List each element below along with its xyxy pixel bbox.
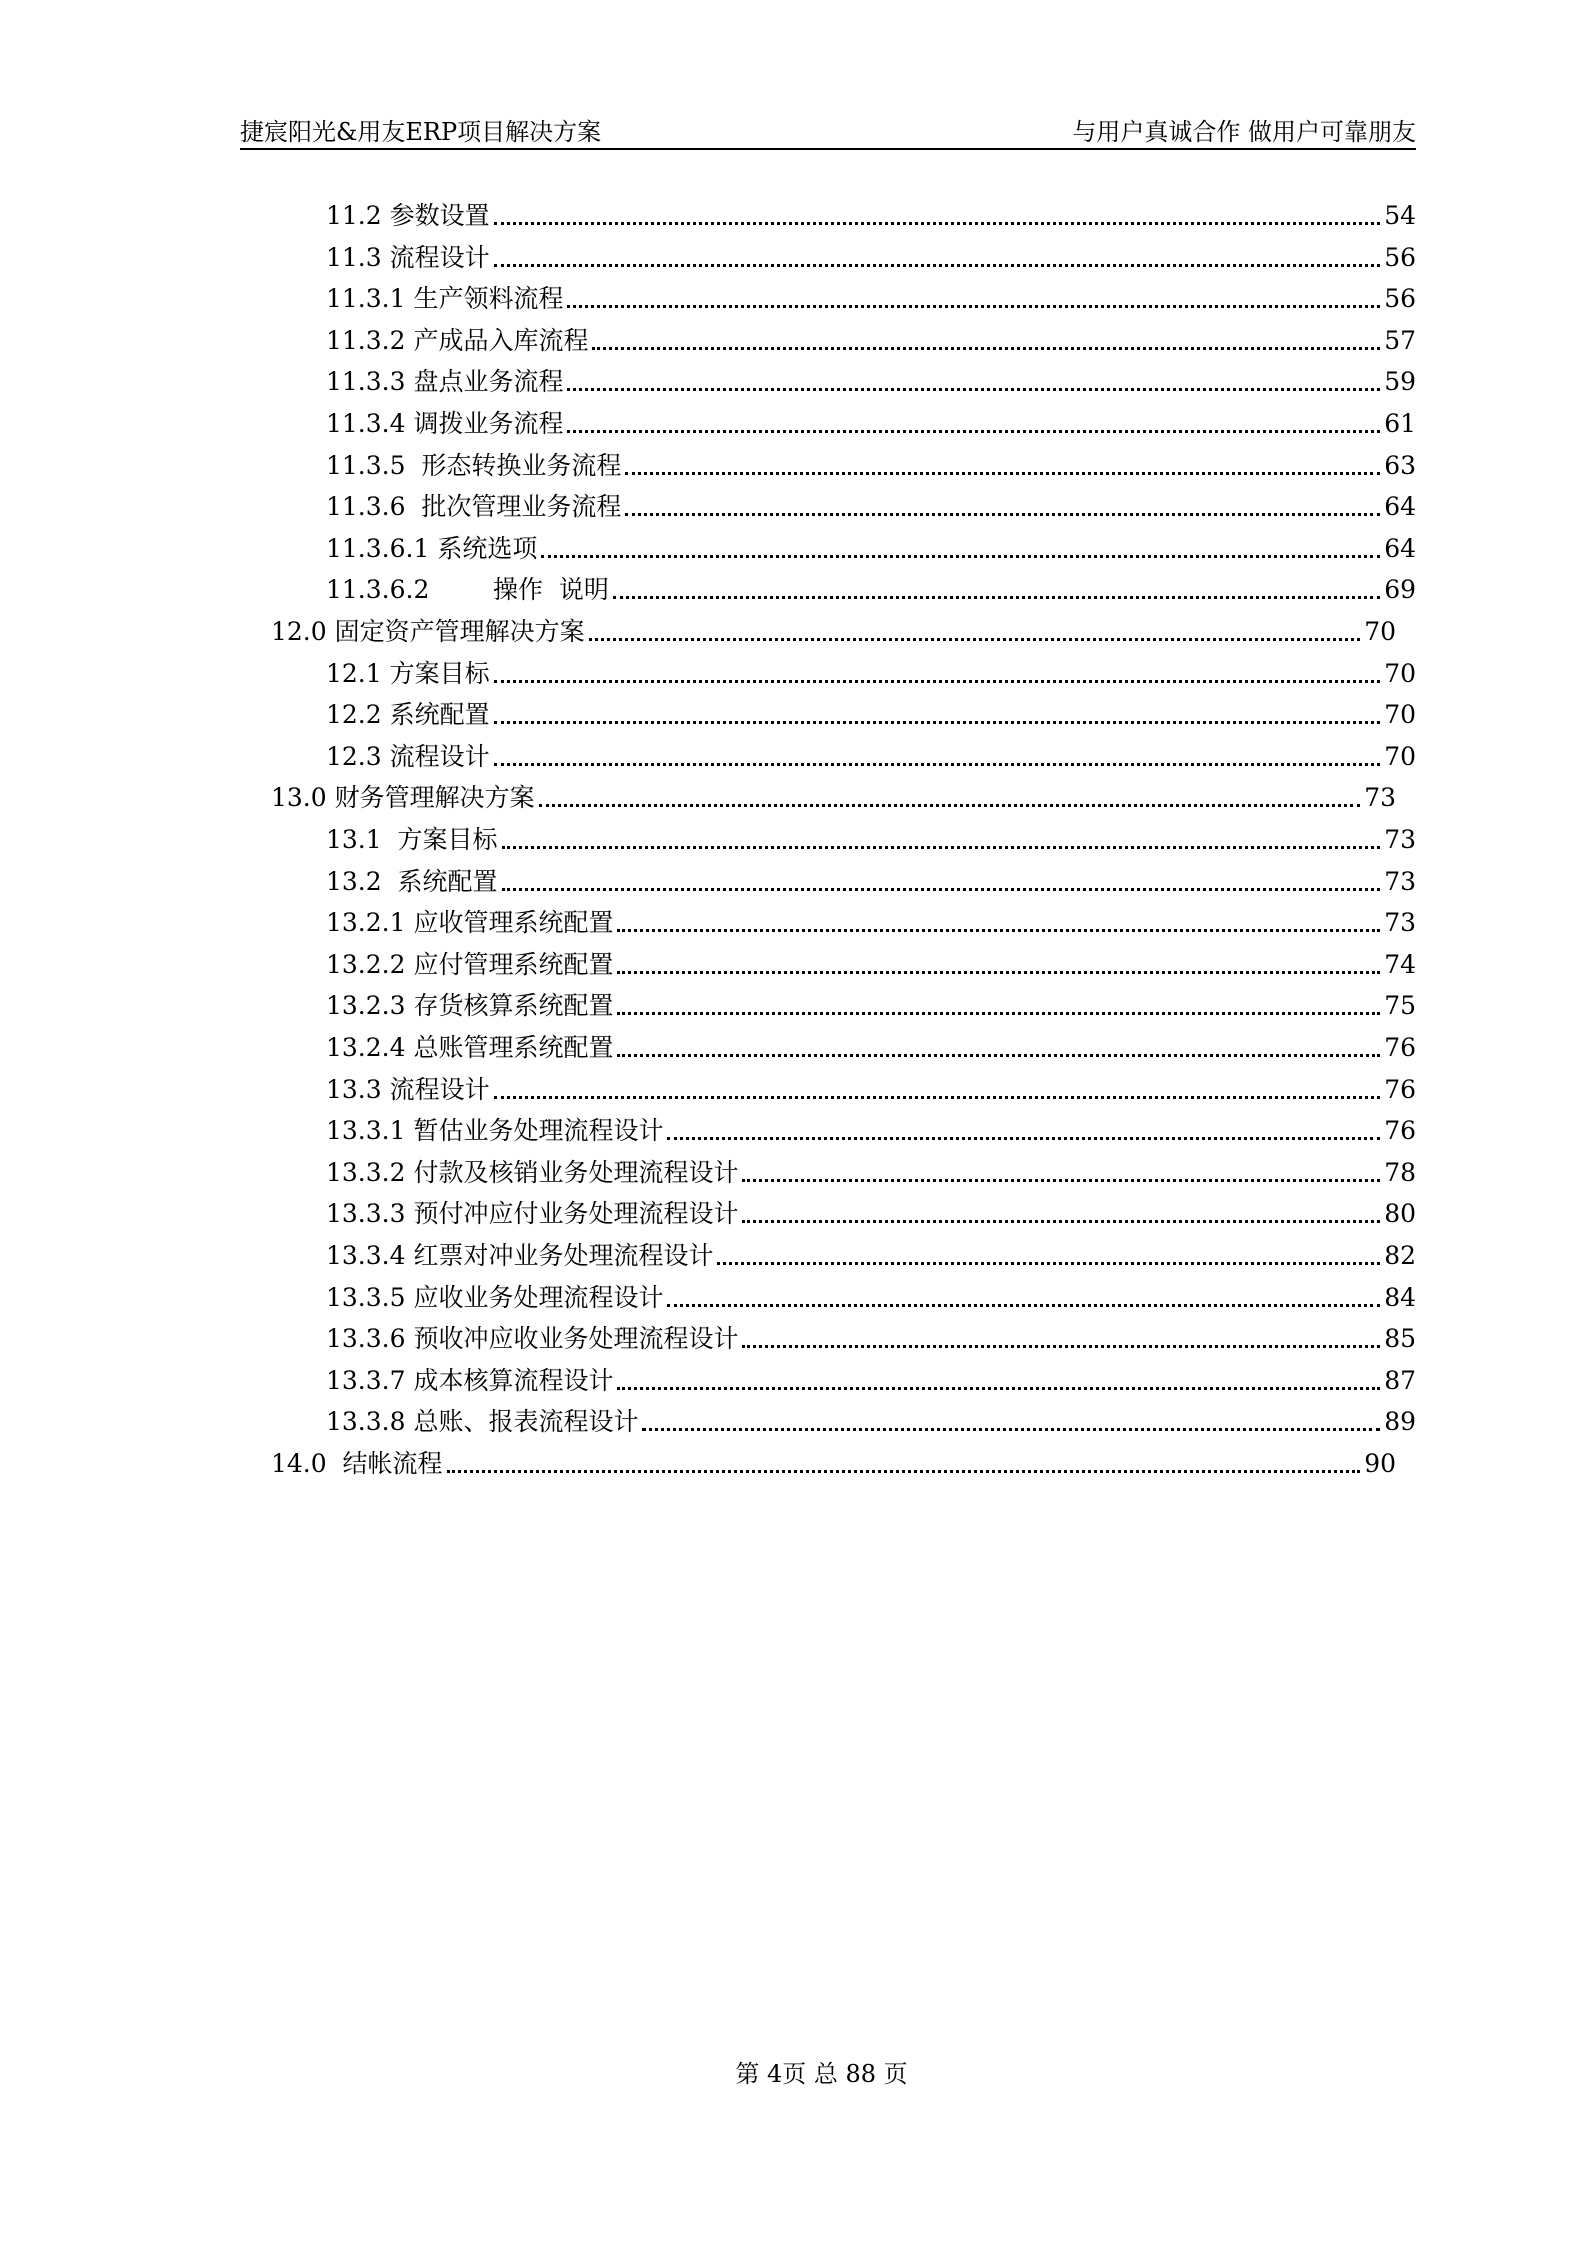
page-header (240, 108, 1416, 150)
toc-leader-dots (567, 304, 1380, 308)
toc-entry-title: 12.1 方案目标 (326, 659, 490, 688)
toc-leader-dots (592, 346, 1380, 350)
toc-leader-dots (494, 679, 1381, 683)
toc-entry-title: 13.2.2 应付管理系统配置 (326, 950, 614, 979)
toc-entry[interactable] (326, 193, 1416, 233)
toc-entry-page-number: 61 (1384, 409, 1416, 438)
toc-leader-dots (567, 429, 1380, 433)
toc-entry-title: 13.3 流程设计 (326, 1075, 490, 1104)
toc-entry-page-number: 73 (1384, 825, 1416, 854)
toc-leader-dots (667, 1136, 1380, 1140)
toc-entry[interactable] (326, 900, 1416, 940)
toc-leader-dots (617, 1011, 1380, 1015)
toc-leader-dots (494, 720, 1381, 724)
toc-entry-title: 12.3 流程设计 (326, 742, 490, 771)
toc-entry-title: 11.3.5 形态转换业务流程 (326, 451, 622, 480)
toc-entry[interactable] (326, 484, 1416, 524)
toc-entry-title: 13.2 系统配置 (326, 867, 498, 896)
toc-entry[interactable] (326, 1191, 1416, 1231)
toc-entry[interactable] (326, 1399, 1416, 1439)
toc-leader-dots (539, 803, 1361, 807)
toc-leader-dots (447, 1469, 1361, 1473)
toc-entry-title: 13.3.4 红票对冲业务处理流程设计 (326, 1241, 714, 1270)
toc-leader-dots (613, 595, 1380, 599)
toc-entry[interactable] (326, 859, 1416, 899)
toc-leader-dots (742, 1219, 1380, 1223)
toc-entry[interactable] (326, 1150, 1416, 1190)
toc-entry-page-number: 80 (1384, 1199, 1416, 1228)
toc-entry-page-number: 70 (1384, 659, 1416, 688)
toc-entry[interactable] (326, 443, 1416, 483)
toc-entry[interactable] (326, 1025, 1416, 1065)
toc-entry[interactable] (326, 1233, 1416, 1273)
toc-entry-page-number: 54 (1384, 201, 1416, 230)
toc-entry-page-number: 90 (1364, 1449, 1396, 1478)
toc-entry-title: 13.3.7 成本核算流程设计 (326, 1366, 614, 1395)
toc-entry[interactable] (326, 983, 1416, 1023)
toc-entry-page-number: 76 (1384, 1033, 1416, 1062)
toc-entry[interactable] (326, 692, 1416, 732)
toc-entry[interactable] (326, 567, 1416, 607)
toc-leader-dots (625, 512, 1380, 516)
toc-entry[interactable] (326, 1108, 1416, 1148)
toc-entry[interactable] (326, 401, 1416, 441)
toc-leader-dots (717, 1261, 1380, 1265)
toc-entry-title: 11.3.6 批次管理业务流程 (326, 492, 622, 521)
toc-entry-title: 13.2.1 应收管理系统配置 (326, 908, 614, 937)
page-number: 第 4页 总 88 页 (735, 2060, 908, 2088)
toc-entry-title: 11.3.6.1 系统选项 (326, 534, 538, 563)
toc-entry-title: 13.3.3 预付冲应付业务处理流程设计 (326, 1199, 739, 1228)
toc-entry-title: 11.3.6.2 操作 说明 (326, 575, 609, 604)
toc-entry-title: 11.3.2 产成品入库流程 (326, 326, 589, 355)
toc-leader-dots (589, 637, 1361, 641)
toc-leader-dots (667, 1303, 1380, 1307)
toc-entry-title: 11.3 流程设计 (326, 243, 490, 272)
toc-leader-dots (494, 762, 1381, 766)
toc-entry-page-number: 70 (1364, 617, 1396, 646)
toc-entry-title: 13.2.4 总账管理系统配置 (326, 1033, 614, 1062)
toc-leader-dots (494, 1095, 1381, 1099)
toc-entry[interactable] (271, 1441, 1396, 1481)
toc-entry-page-number: 56 (1384, 284, 1416, 313)
toc-entry-title: 13.3.1 暂估业务处理流程设计 (326, 1116, 664, 1145)
toc-entry-title: 12.2 系统配置 (326, 700, 490, 729)
toc-entry-page-number: 73 (1384, 908, 1416, 937)
toc-entry[interactable] (326, 651, 1416, 691)
toc-entry-page-number: 85 (1384, 1324, 1416, 1353)
toc-leader-dots (494, 221, 1381, 225)
toc-entry[interactable] (326, 318, 1416, 358)
toc-entry-page-number: 87 (1384, 1366, 1416, 1395)
toc-entry[interactable] (326, 526, 1416, 566)
toc-entry-title: 14.0 结帐流程 (271, 1449, 443, 1478)
toc-entry-page-number: 89 (1384, 1407, 1416, 1436)
toc-entry-title: 11.3.4 调拨业务流程 (326, 409, 564, 438)
page-footer (0, 2054, 1587, 2089)
toc-leader-dots (742, 1344, 1380, 1348)
toc-leader-dots (617, 970, 1380, 974)
toc-leader-dots (617, 1053, 1380, 1057)
toc-entry[interactable] (326, 235, 1416, 275)
toc-entry[interactable] (326, 734, 1416, 774)
toc-entry-title: 13.3.2 付款及核销业务处理流程设计 (326, 1158, 739, 1187)
toc-entry-page-number: 82 (1384, 1241, 1416, 1270)
toc-entry[interactable] (326, 1275, 1416, 1315)
toc-entry[interactable] (271, 775, 1396, 815)
toc-leader-dots (502, 887, 1381, 891)
toc-entry-page-number: 69 (1384, 575, 1416, 604)
toc-leader-dots (541, 554, 1380, 558)
toc-entry-page-number: 64 (1384, 492, 1416, 521)
toc-entry-page-number: 56 (1384, 243, 1416, 272)
toc-leader-dots (494, 263, 1381, 267)
toc-entry[interactable] (326, 1358, 1416, 1398)
toc-entry[interactable] (326, 1316, 1416, 1356)
toc-entry-page-number: 76 (1384, 1116, 1416, 1145)
toc-entry-title: 12.0 固定资产管理解决方案 (271, 617, 585, 646)
toc-entry-title: 13.3.8 总账、报表流程设计 (326, 1407, 639, 1436)
toc-entry-page-number: 75 (1384, 991, 1416, 1020)
toc-entry[interactable] (326, 942, 1416, 982)
toc-leader-dots (502, 845, 1381, 849)
toc-leader-dots (617, 928, 1380, 932)
toc-entry[interactable] (326, 1067, 1416, 1107)
toc-entry-title: 11.3.1 生产领料流程 (326, 284, 564, 313)
toc-entry-page-number: 70 (1384, 700, 1416, 729)
toc-entry-title: 13.1 方案目标 (326, 825, 498, 854)
toc-entry-title: 11.3.3 盘点业务流程 (326, 367, 564, 396)
toc-entry-page-number: 63 (1384, 451, 1416, 480)
toc-entry-page-number: 74 (1384, 950, 1416, 979)
toc-entry-page-number: 78 (1384, 1158, 1416, 1187)
toc-entry-title: 13.0 财务管理解决方案 (271, 783, 535, 812)
toc-leader-dots (567, 387, 1380, 391)
toc-leader-dots (742, 1178, 1380, 1182)
toc-entry-page-number: 73 (1384, 867, 1416, 896)
toc-entry-page-number: 76 (1384, 1075, 1416, 1104)
header-title: 捷宸阳光&用友ERP项目解决方案 (240, 118, 602, 146)
toc-entry-page-number: 57 (1384, 326, 1416, 355)
toc-entry[interactable] (326, 359, 1416, 399)
toc-entry-page-number: 59 (1384, 367, 1416, 396)
toc-entry-title: 11.2 参数设置 (326, 201, 490, 230)
toc-entry-title: 13.3.6 预收冲应收业务处理流程设计 (326, 1324, 739, 1353)
toc-entry-page-number: 84 (1384, 1283, 1416, 1312)
header-slogan: 与用户真诚合作 做用户可靠朋友 (1072, 118, 1416, 146)
toc-leader-dots (642, 1427, 1380, 1431)
toc-entry-page-number: 73 (1364, 783, 1396, 812)
toc-entry[interactable] (271, 609, 1396, 649)
toc-entry-page-number: 70 (1384, 742, 1416, 771)
toc-entry-title: 13.3.5 应收业务处理流程设计 (326, 1283, 664, 1312)
toc-entry-page-number: 64 (1384, 534, 1416, 563)
toc-leader-dots (617, 1386, 1380, 1390)
toc-leader-dots (625, 471, 1380, 475)
toc-entry[interactable] (326, 276, 1416, 316)
toc-entry-title: 13.2.3 存货核算系统配置 (326, 991, 614, 1020)
toc-entry[interactable] (326, 817, 1416, 857)
